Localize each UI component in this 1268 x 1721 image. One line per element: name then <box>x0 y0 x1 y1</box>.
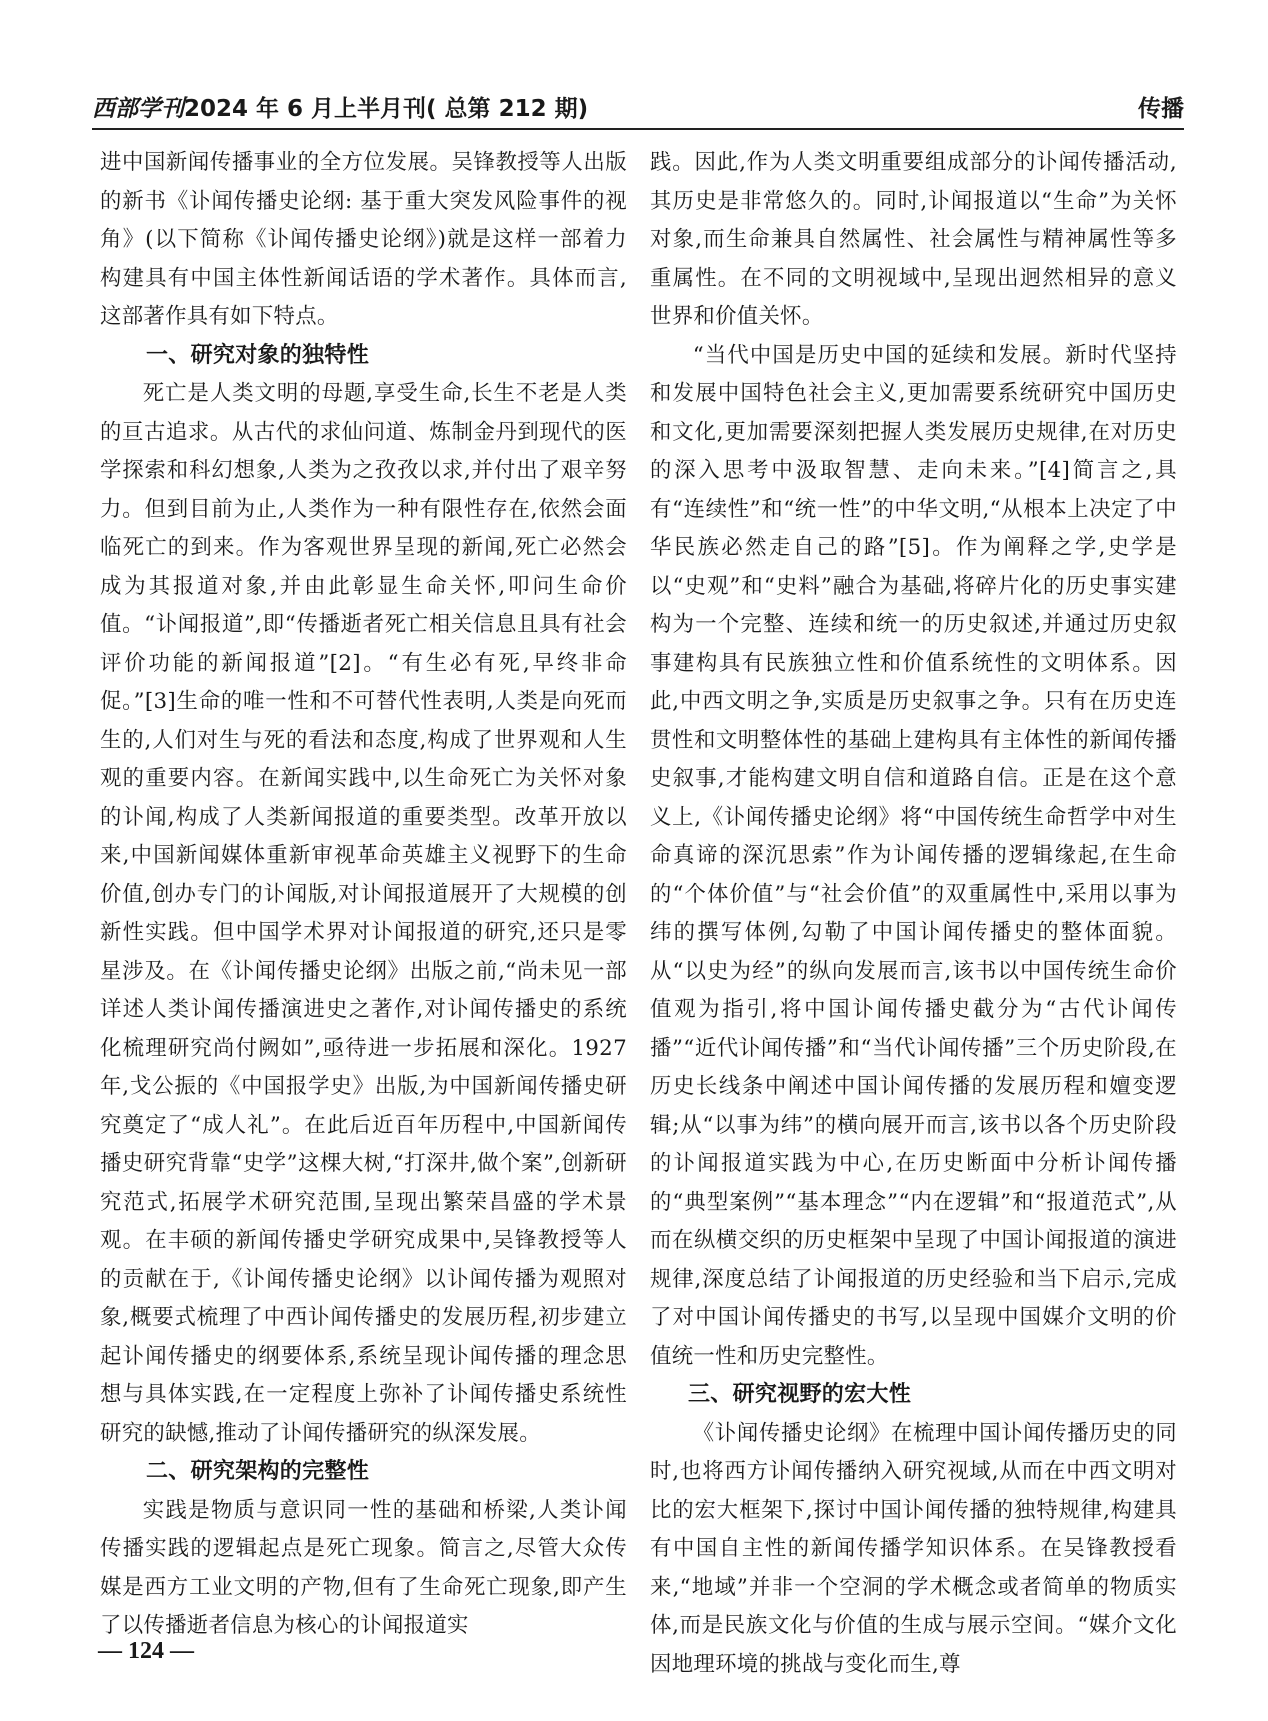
paragraph-continued: 践。因此,作为人类文明重要组成部分的讣闻传播活动,其历史是非常悠久的。同时,讣闻报道以“生命”为关怀对象,而生命兼具自然属性、社会属性与精神属性等多重属性。在不同的文明视域中,呈现出迥然相异的意义世界和价值关怀。 <box>650 150 1177 329</box>
section-heading-2: 二、研究架构的完整性 <box>146 1459 370 1484</box>
section-label: 传播 <box>1138 96 1184 122</box>
header-divider <box>92 128 1184 130</box>
page-number: — 124 — <box>98 1638 194 1664</box>
issue-info: 2024 年 6 月上半月刊( 总第 212 期) <box>184 96 589 122</box>
paragraph: “当代中国是历史中国的延续和发展。新时代坚持和发展中国特色社会主义,更加需要系统研究中国历史和文化,更加需要深刻把握人类发展历史规律,在对历史的深入思考中汲取智慧、走向未来。”[4]简言之,具有“连续性”和“统一性”的中华文明,“从根本上决定了中华民族必然走自己的路”[5]。作为阐释之学,史学是以“史观”和“史料”融合为基础,将碎片化的历史事实建构为一个完整、连续和统一的历史叙述,并通过历史叙事建构具有民族独立性和价值系统性的文明体系。因此,中西文明之争,实质是历史叙事之争。只有在历史连贯性和文明整体性的基础上建构具有主体性的新闻传播史叙事,才能构建文明自信和道路自信。正是在这个意义上,《讣闻传播史论纲》将“中国传统生命哲学中对生命真谛的深沉思索”作为讣闻传播的逻辑缘起,在生命的“个体价值”与“社会价值”的双重属性中,采用以事为纬的撰写体例,勾勒了中国讣闻传播史的整体面貌。从“以史为经”的纵向发展而言,该书以中国传统生命价值观为指引,将中国讣闻传播史截分为“古代讣闻传播”“近代讣闻传播”和“当代讣闻传播”三个历史阶段,在历史长线条中阐述中国讣闻传播的发展历程和嬗变逻辑;从“以事为纬”的横向展开而言,该书以各个历史阶段的讣闻报道实践为中心,在历史断面中分析讣闻传播的“典型案例”“基本理念”“内在逻辑”和“报道范式”,从而在纵横交织的历史框架中呈现了中国讣闻报道的演进规律,深度总结了讣闻报道的历史经验和当下启示,完成了对中国讣闻传播史的书写,以呈现中国媒介文明的价值统一性和历史完整性。 <box>650 342 1177 1369</box>
paragraph: 实践是物质与意识同一性的基础和桥梁,人类讣闻传播实践的逻辑起点是死亡现象。简言之,尽管大众传媒是西方工业文明的产物,但有了生命死亡现象,即产生了以传播逝者信息为核心的讣闻报道实 <box>100 1497 627 1638</box>
paragraph: 死亡是人类文明的母题,享受生命,长生不老是人类的亘古追求。从古代的求仙问道、炼制金丹到现代的医学探索和科幻想象,人类为之孜孜以求,并付出了艰辛努力。但到目前为止,人类作为一种有限性存在,依然会面临死亡的到来。作为客观世界呈现的新闻,死亡必然会成为其报道对象,并由此彰显生命关怀,叩问生命价值。“讣闻报道”,即“传播逝者死亡相关信息且具有社会评价功能的新闻报道”[2]。“有生必有死,早终非命促。”[3]生命的唯一性和不可替代性表明,人类是向死而生的,人们对生与死的看法和态度,构成了世界观和人生观的重要内容。在新闻实践中,以生命死亡为关怀对象的讣闻,构成了人类新闻报道的重要类型。改革开放以来,中国新闻媒体重新审视革命英雄主义视野下的生命价值,创办专门的讣闻版,对讣闻报道展开了大规模的创新性实践。但中国学术界对讣闻报道的研究,还只是零星涉及。在《讣闻传播史论纲》出版之前,“尚未见一部详述人类讣闻传播演进史之著作,对讣闻传播史的系统化梳理研究尚付阙如”,亟待进一步拓展和深化。1927 年,戈公振的《中国报学史》出版,为中国新闻传播史研究奠定了“成人礼”。在此后近百年历程中,中国新闻传播史研究背靠“史学”这棵大树,“打深井,做个案”,创新研究范式,拓展学术研究范围,呈现出繁荣昌盛的学术景观。在丰硕的新闻传播史学研究成果中,吴锋教授等人的贡献在于,《讣闻传播史论纲》以讣闻传播为观照对象,概要式梳理了中西讣闻传播史的发展历程,初步建立起讣闻传播史的纲要体系,系统呈现讣闻传播的理念思想与具体实践,在一定程度上弥补了讣闻传播史系统性研究的缺憾,推动了讣闻传播研究的纵深发展。 <box>100 381 627 1446</box>
running-header <box>92 88 1184 128</box>
journal-logo: 西部学刊 <box>92 95 184 122</box>
paragraph-continued: 进中国新闻传播事业的全方位发展。吴锋教授等人出版的新书《讣闻传播史论纲: 基于重大突发风险事件的视角》(以下简称《讣闻传播史论纲》)就是这样一部着力构建具有中国主体性新闻话语的学术著作。具体而言,这部著作具有如下特点。 <box>100 150 627 329</box>
right-column <box>650 144 1177 1684</box>
journal-title <box>92 90 588 123</box>
section-heading-1: 一、研究对象的独特性 <box>146 342 370 368</box>
paragraph: 《讣闻传播史论纲》在梳理中国讣闻传播历史的同时,也将西方讣闻传播纳入研究视域,从而在中西文明对比的宏大框架下,探讨中国讣闻传播的独特规律,构建具有中国自主性的新闻传播学知识体系。在吴锋教授看来,“地域”并非一个空洞的学术概念或者简单的物质实体,而是民族文化与价值的生成与展示空间。“媒介文化因地理环境的挑战与变化而生,尊 <box>650 1420 1177 1677</box>
left-column <box>100 144 627 1646</box>
section-heading-3: 三、研究视野的宏大性 <box>688 1382 912 1407</box>
